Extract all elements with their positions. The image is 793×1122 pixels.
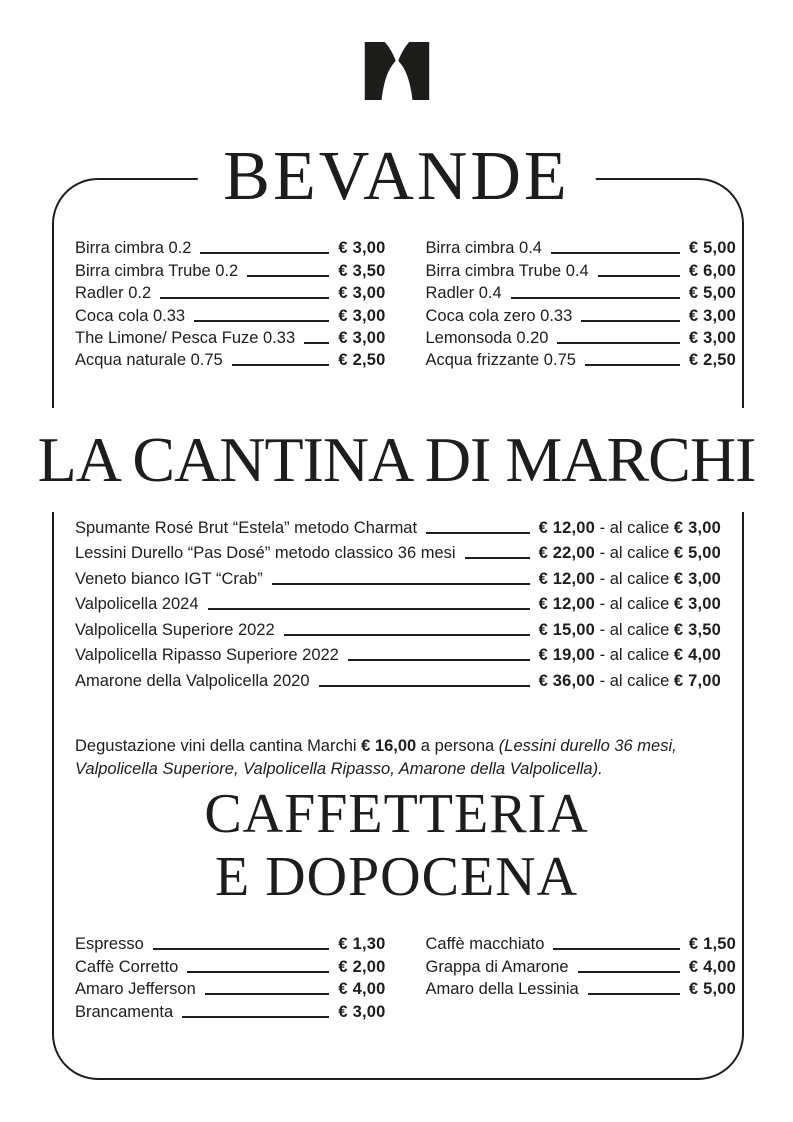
caffetteria-column-left xyxy=(75,932,386,1022)
bottle-price: € 12,00 xyxy=(538,518,596,537)
glass-price-label: - al calice xyxy=(595,569,674,588)
menu-item-row xyxy=(75,538,721,564)
tasting-note-wines: (Lessini durello 36 mesi, Valpolicella Superiore, Valpolicella Ripasso, Amarone della Valpolicella). xyxy=(75,736,677,778)
bevande-section xyxy=(75,236,736,370)
price-value: € 5,00 xyxy=(688,239,736,258)
leader-line xyxy=(585,364,680,366)
leader-line xyxy=(578,971,680,973)
price-value: € 5,00 xyxy=(688,284,736,303)
menu-item-row xyxy=(75,281,386,303)
menu-item-row xyxy=(75,258,386,280)
glass-price-label: - al calice xyxy=(595,595,674,613)
item-name: Coca cola zero 0.33 xyxy=(425,306,573,325)
item-price xyxy=(689,262,736,281)
item-price xyxy=(689,351,736,370)
price-value: € 2,50 xyxy=(688,351,736,370)
item-name: Valpolicella 2024 xyxy=(75,595,199,613)
leader-line xyxy=(465,557,530,559)
item-name: Veneto bianco IGT “Crab” xyxy=(75,569,263,588)
section-title-caffetteria xyxy=(0,783,793,909)
leader-line xyxy=(557,342,679,344)
item-price xyxy=(338,1003,385,1022)
item-price xyxy=(539,544,721,563)
menu-item-row xyxy=(426,932,737,954)
item-name: Lessini Durello “Pas Dosé” metodo classico 36 mesi xyxy=(75,544,456,562)
menu-item-row xyxy=(75,303,386,325)
glass-price-label: - al calice xyxy=(595,518,674,537)
item-name: Birra cimbra Trube 0.4 xyxy=(425,261,589,280)
item-name: The Limone/ Pesca Fuze 0.33 xyxy=(75,328,296,347)
price-value: € 4,00 xyxy=(338,980,386,999)
item-price xyxy=(338,980,385,999)
item-name: Birra cimbra 0.4 xyxy=(425,239,542,258)
leader-line xyxy=(187,971,329,973)
leader-line xyxy=(511,297,680,299)
leader-line xyxy=(182,1016,329,1018)
item-name: Acqua frizzante 0.75 xyxy=(425,351,576,370)
menu-item-row xyxy=(75,614,721,640)
bevande-column-left xyxy=(75,236,386,370)
item-price xyxy=(689,239,736,258)
glass-price-label: - al calice xyxy=(595,620,674,639)
glass-price-label: - al calice xyxy=(595,671,674,690)
bottle-price: € 12,00 xyxy=(538,569,596,588)
leader-line xyxy=(426,532,530,534)
leader-line xyxy=(208,608,530,610)
leader-line xyxy=(553,948,679,950)
leader-line xyxy=(160,297,329,299)
item-name: Caffè macchiato xyxy=(425,935,545,954)
item-price xyxy=(338,329,385,348)
item-name: Birra cimbra 0.2 xyxy=(75,239,192,258)
menu-item-row xyxy=(75,665,721,691)
glass-price: € 5,00 xyxy=(673,544,721,562)
section-title-cantina: LA CANTINA DI MARCHI xyxy=(37,424,756,495)
menu-item-row xyxy=(426,326,737,348)
bottle-price: € 36,00 xyxy=(538,671,596,690)
price-value: € 1,50 xyxy=(688,935,736,954)
leader-line xyxy=(247,275,329,277)
price-value: € 2,00 xyxy=(338,957,386,976)
leader-line xyxy=(319,685,530,687)
item-price xyxy=(338,262,385,281)
wine-list xyxy=(75,512,721,691)
item-price xyxy=(539,570,721,589)
item-name: Espresso xyxy=(75,935,144,954)
tasting-note-mid: a persona xyxy=(416,736,499,755)
item-price xyxy=(338,351,385,370)
menu-item-row xyxy=(426,348,737,370)
glass-price: € 3,50 xyxy=(673,620,721,639)
tasting-note-price: € 16,00 xyxy=(361,736,417,755)
item-price xyxy=(689,284,736,303)
caffetteria-title-line1: CAFFETTERIA xyxy=(204,783,589,845)
price-value: € 5,00 xyxy=(688,980,736,999)
item-price xyxy=(689,958,736,977)
price-value: € 3,00 xyxy=(338,239,386,258)
bottle-price: € 12,00 xyxy=(538,595,596,613)
price-value: € 1,30 xyxy=(338,935,386,954)
item-price xyxy=(539,646,721,665)
item-name: Amaro della Lessinia xyxy=(425,980,579,999)
menu-item-row xyxy=(75,640,721,666)
item-price xyxy=(689,935,736,954)
item-name: Birra cimbra Trube 0.2 xyxy=(75,261,239,280)
item-name: Coca cola 0.33 xyxy=(75,306,186,325)
leader-line xyxy=(551,252,680,254)
bottle-price: € 15,00 xyxy=(538,620,596,639)
item-name: Lemonsoda 0.20 xyxy=(425,328,549,347)
price-value: € 3,00 xyxy=(688,328,736,347)
leader-line xyxy=(348,659,530,661)
item-price xyxy=(689,307,736,326)
tasting-note-lead: Degustazione vini della cantina Marchi xyxy=(75,736,362,755)
leader-line xyxy=(200,252,329,254)
price-value: € 6,00 xyxy=(688,261,736,280)
price-value: € 3,00 xyxy=(338,284,386,303)
item-price xyxy=(539,672,721,691)
glass-price: € 4,00 xyxy=(673,646,721,664)
menu-item-row xyxy=(75,348,386,370)
item-price xyxy=(539,519,721,538)
item-name: Valpolicella Ripasso Superiore 2022 xyxy=(75,646,339,664)
menu-item-row xyxy=(75,977,386,999)
price-value: € 2,50 xyxy=(338,351,386,370)
item-name: Caffè Corretto xyxy=(75,957,179,976)
leader-line xyxy=(284,634,530,636)
menu-item-row xyxy=(75,932,386,954)
glass-price-label: - al calice xyxy=(595,544,674,562)
menu-item-row xyxy=(75,999,386,1021)
menu-item-row xyxy=(75,236,386,258)
glass-price: € 3,00 xyxy=(673,595,721,613)
item-price xyxy=(338,284,385,303)
menu-item-row xyxy=(75,326,386,348)
price-value: € 3,50 xyxy=(338,261,386,280)
item-price xyxy=(539,621,721,640)
caffetteria-section xyxy=(75,932,736,1022)
menu-item-row xyxy=(426,977,737,999)
caffetteria-title-line2: E DOPOCENA xyxy=(214,846,579,908)
bevande-column-right xyxy=(426,236,737,370)
item-name: Radler 0.4 xyxy=(425,284,502,303)
leader-line xyxy=(205,993,330,995)
leader-line xyxy=(232,364,330,366)
glass-price-label: - al calice xyxy=(595,646,674,664)
menu-item-row xyxy=(75,563,721,589)
caffetteria-column-right xyxy=(426,932,737,1022)
menu-item-row xyxy=(426,303,737,325)
leader-line xyxy=(581,320,680,322)
price-value: € 3,00 xyxy=(688,306,736,325)
leader-line xyxy=(272,583,530,585)
price-value: € 3,00 xyxy=(338,306,386,325)
price-value: € 3,00 xyxy=(338,328,386,347)
menu-item-row xyxy=(426,281,737,303)
item-name: Amaro Jefferson xyxy=(75,980,196,999)
leader-line xyxy=(194,320,329,322)
menu-item-row xyxy=(75,512,721,538)
logo-mark-icon xyxy=(364,42,430,100)
menu-item-row xyxy=(426,954,737,976)
price-value: € 3,00 xyxy=(338,1002,386,1021)
menu-item-row xyxy=(426,236,737,258)
leader-line xyxy=(588,993,680,995)
item-price xyxy=(338,935,385,954)
item-price xyxy=(689,329,736,348)
menu-item-row xyxy=(75,954,386,976)
cantina-title-band xyxy=(0,408,793,512)
glass-price: € 7,00 xyxy=(673,671,721,690)
item-name: Radler 0.2 xyxy=(75,284,152,303)
item-name: Acqua naturale 0.75 xyxy=(75,351,223,370)
item-price xyxy=(689,980,736,999)
item-price xyxy=(338,239,385,258)
item-name: Spumante Rosé Brut “Estela” metodo Charmat xyxy=(75,518,418,537)
item-name: Valpolicella Superiore 2022 xyxy=(75,620,275,639)
item-name: Brancamenta xyxy=(75,1002,174,1021)
item-price xyxy=(338,307,385,326)
item-price xyxy=(338,958,385,977)
price-value: € 4,00 xyxy=(688,957,736,976)
menu-item-row xyxy=(426,258,737,280)
bottle-price: € 19,00 xyxy=(538,646,596,664)
section-title-bevande: BEVANDE xyxy=(197,134,595,220)
glass-price: € 3,00 xyxy=(673,569,721,588)
item-price xyxy=(539,595,721,614)
leader-line xyxy=(153,948,330,950)
item-name: Grappa di Amarone xyxy=(425,957,569,976)
bottle-price: € 22,00 xyxy=(538,544,596,562)
menu-item-row xyxy=(75,589,721,615)
tasting-note xyxy=(75,735,727,781)
leader-line xyxy=(304,342,329,344)
glass-price: € 3,00 xyxy=(673,518,721,537)
leader-line xyxy=(598,275,680,277)
item-name: Amarone della Valpolicella 2020 xyxy=(75,671,310,690)
